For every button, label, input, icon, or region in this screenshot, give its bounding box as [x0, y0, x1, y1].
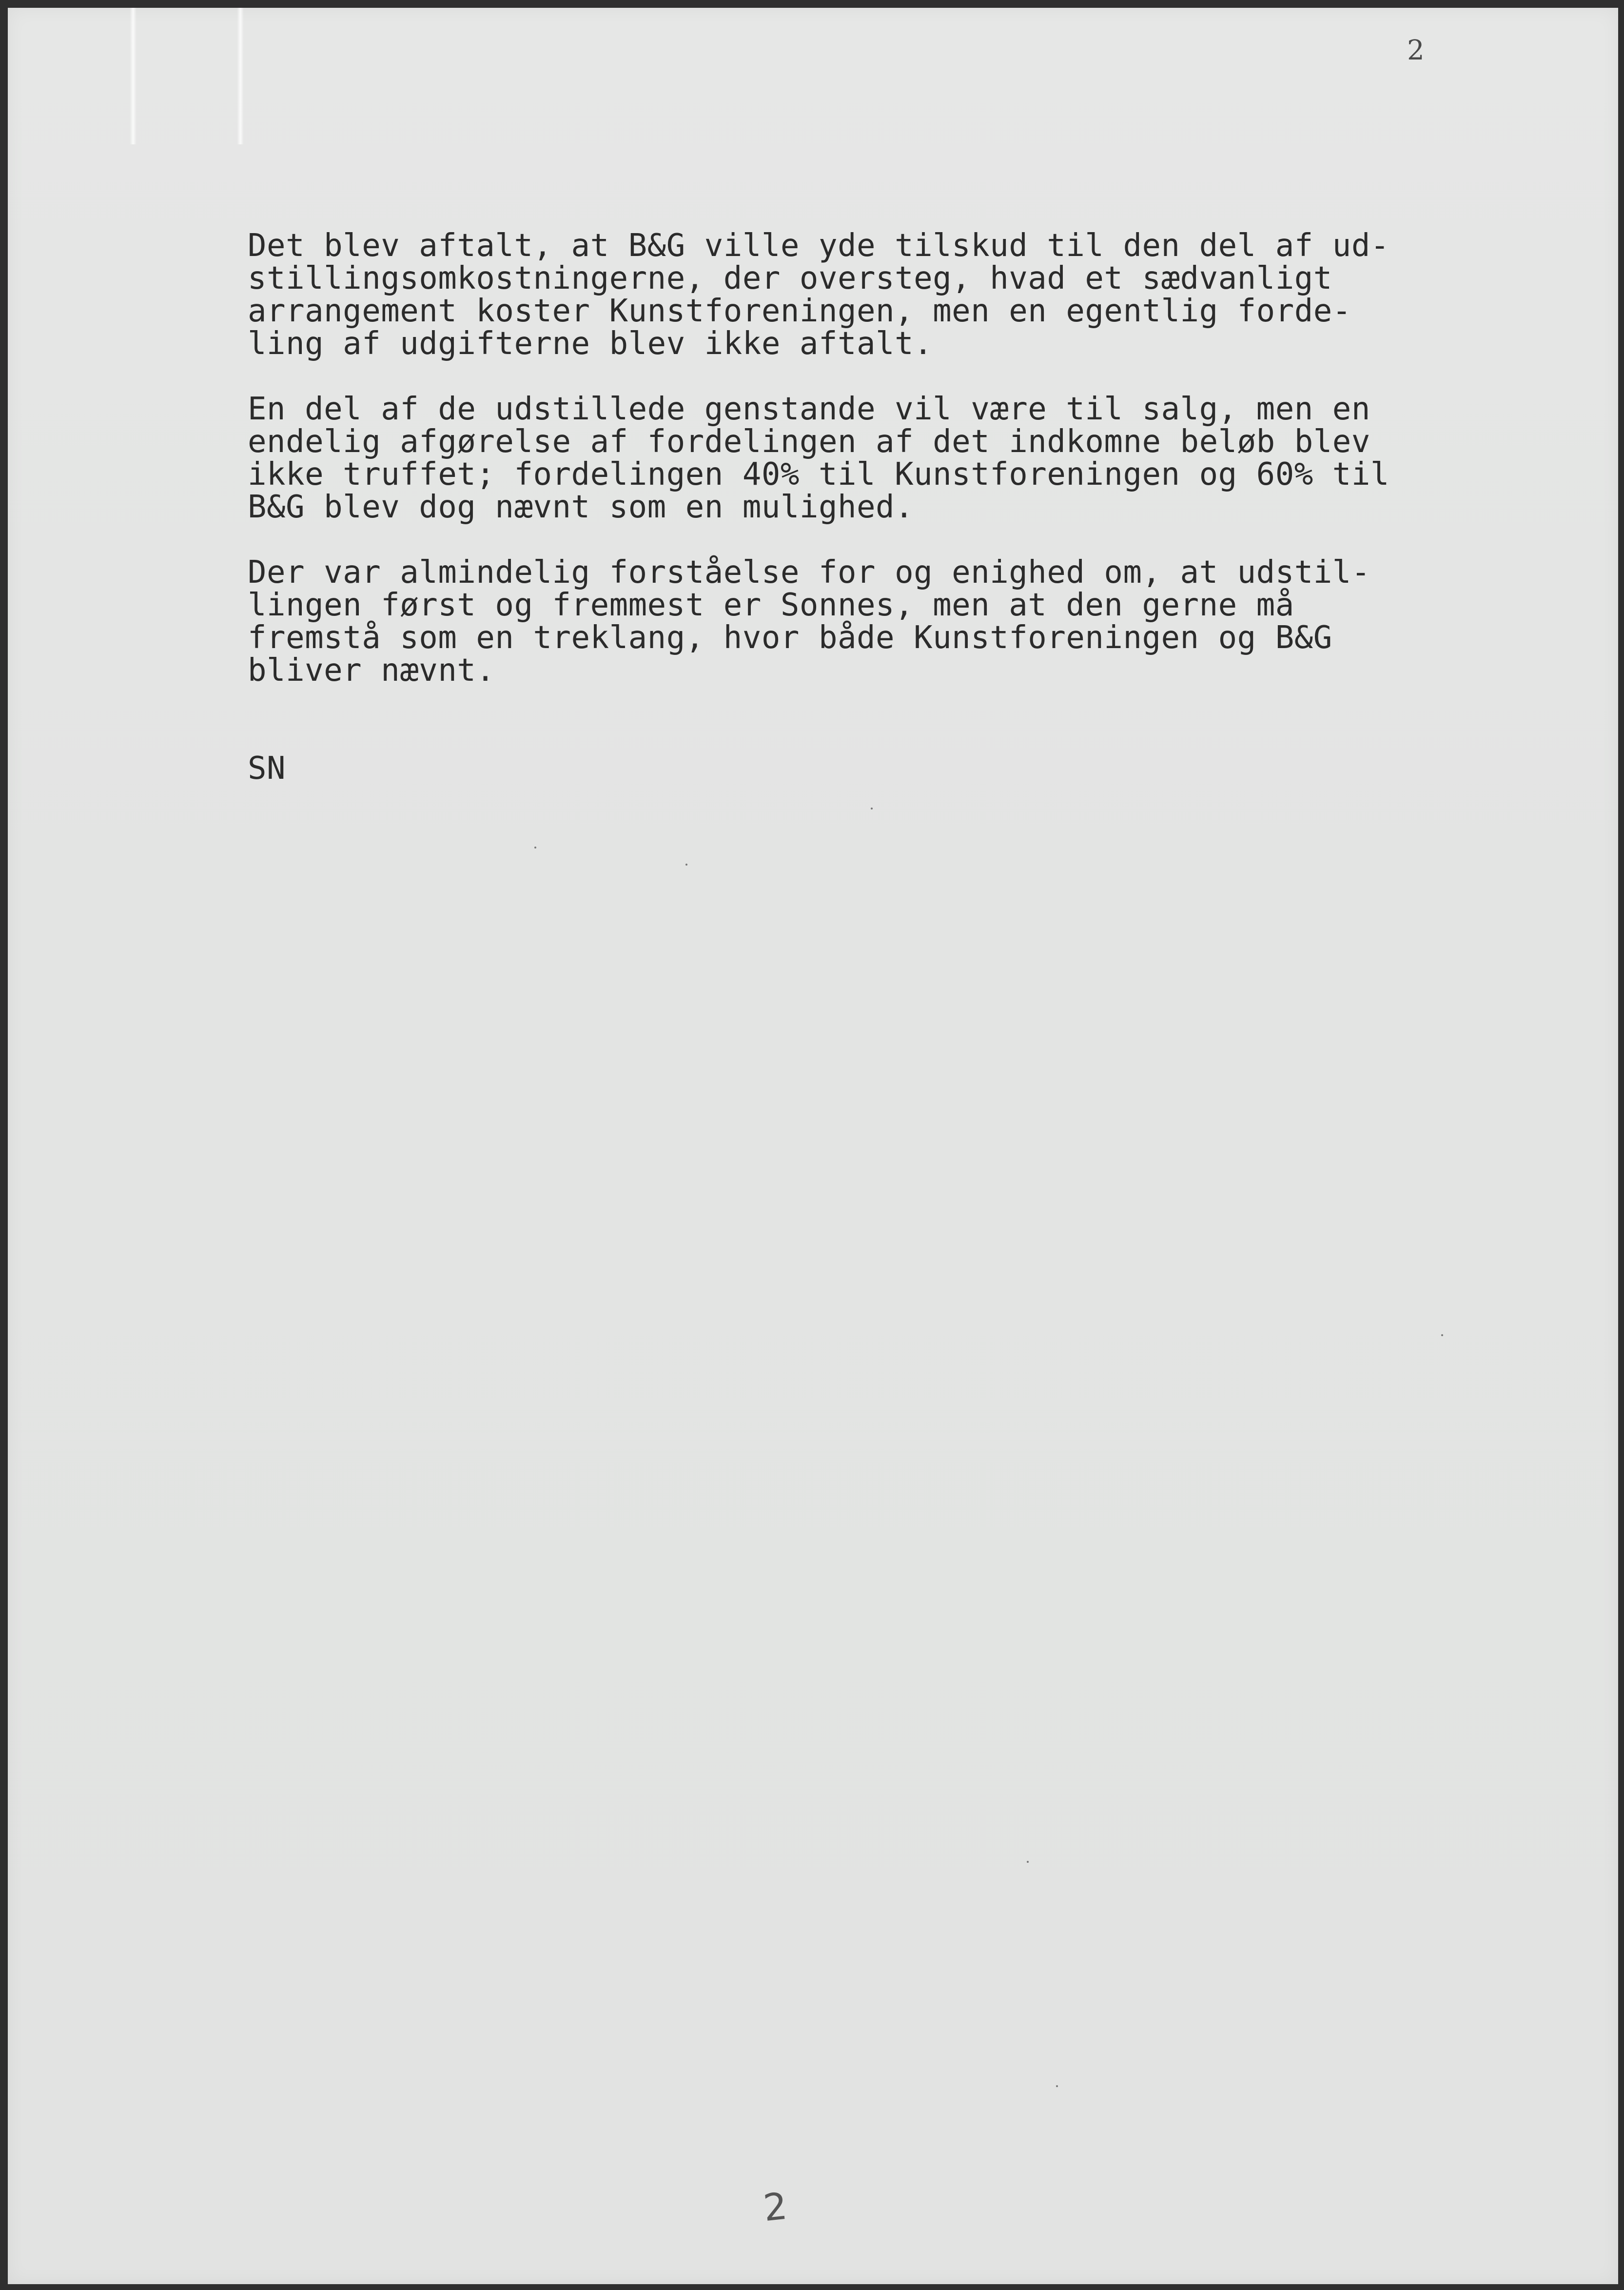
paragraph-funding-agreement — [248, 230, 1515, 360]
paper-speck — [1056, 2085, 1058, 2087]
text-line: arrangement koster Kunstforeningen, men en egentlig forde- — [248, 293, 1351, 329]
typed-memo-body — [248, 230, 1515, 785]
paper-speck — [1027, 1861, 1029, 1863]
text-line: fremstå som en treklang, hvor både Kunstforeningen og B&G — [248, 620, 1332, 656]
signature-initials: SN — [248, 750, 286, 787]
paper-speck — [685, 864, 687, 866]
text-line: Det blev aftalt, at B&G ville yde tilskud til den del af ud- — [248, 228, 1389, 264]
paper-sheet — [8, 8, 1618, 2284]
text-line: Der var almindelig forståelse for og enighed om, at udstil- — [248, 554, 1370, 591]
paragraph-exhibition-credit — [248, 556, 1515, 687]
text-line: stillingsomkostningerne, der oversteg, hvad et sædvanligt — [248, 260, 1332, 296]
text-line: ling af udgifterne blev ikke aftalt. — [248, 326, 933, 362]
paper-crease — [130, 8, 137, 144]
text-line: En del af de udstillede genstande vil være til salg, men en — [248, 391, 1370, 427]
paper-speck — [534, 847, 536, 849]
text-line: endelig afgørelse af fordelingen af det indkomne beløb blev — [248, 424, 1370, 460]
paper-crease — [237, 8, 244, 144]
paper-speck — [1441, 1334, 1443, 1336]
paragraph-sales-distribution — [248, 393, 1515, 524]
text-line: B&G blev dog nævnt som en mulighed. — [248, 489, 914, 525]
handwritten-page-number: 2 — [761, 2184, 789, 2230]
text-line: lingen først og fremmest er Sonnes, men at den gerne må — [248, 587, 1294, 623]
page-number: 2 — [1407, 35, 1425, 66]
paper-speck — [871, 808, 873, 809]
text-line: bliver nævnt. — [248, 652, 495, 689]
text-line: ikke truffet; fordelingen 40% til Kunstforeningen og 60% til — [248, 456, 1389, 493]
